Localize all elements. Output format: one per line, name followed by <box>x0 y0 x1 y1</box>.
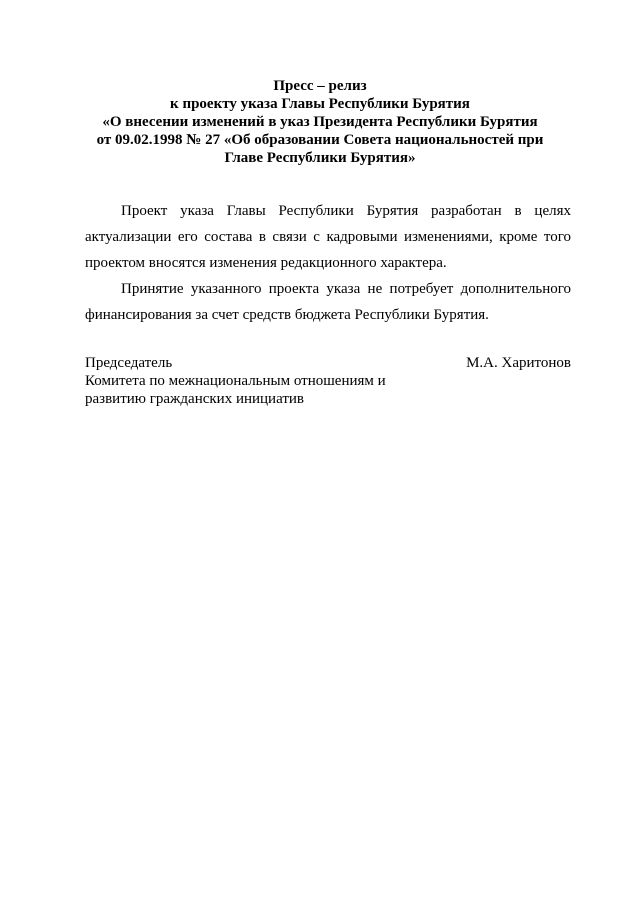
signatory-position-line-3: развитию гражданских инициатив <box>85 391 305 407</box>
heading-subtitle-line-2: «О внесении изменений в указ Президента Республики Бурятия <box>102 114 538 130</box>
heading-subtitle-line-3: от 09.02.1998 № 27 «Об образовании Совета национальностей при <box>96 132 544 148</box>
document-body <box>85 198 571 328</box>
signatory-position-line-2: Комитета по межнациональным отношениям и <box>85 373 386 389</box>
heading-subtitle-line-4: Главе Республики Бурятия» <box>224 150 416 166</box>
body-paragraph-1: Проект указа Главы Республики Бурятия разработан в целях актуализации его состава в связи с кадровыми изменениями, кроме того проектом вносятся изменения редакционного характера. <box>85 203 571 271</box>
signature-row <box>85 354 571 372</box>
body-paragraph-2: Принятие указанного проекта указа не потребует дополнительного финансирования за счет средств бюджета Республики Бурятия. <box>85 281 571 323</box>
heading-subtitle-line-1: к проекту указа Главы Республики Бурятия <box>170 96 470 112</box>
document-heading <box>70 77 570 167</box>
signature-block <box>85 354 571 408</box>
signatory-position-line-1: Председатель <box>85 355 173 371</box>
signatory-name: М.А. Харитонов <box>466 355 571 371</box>
heading-title: Пресс – релиз <box>273 78 367 94</box>
